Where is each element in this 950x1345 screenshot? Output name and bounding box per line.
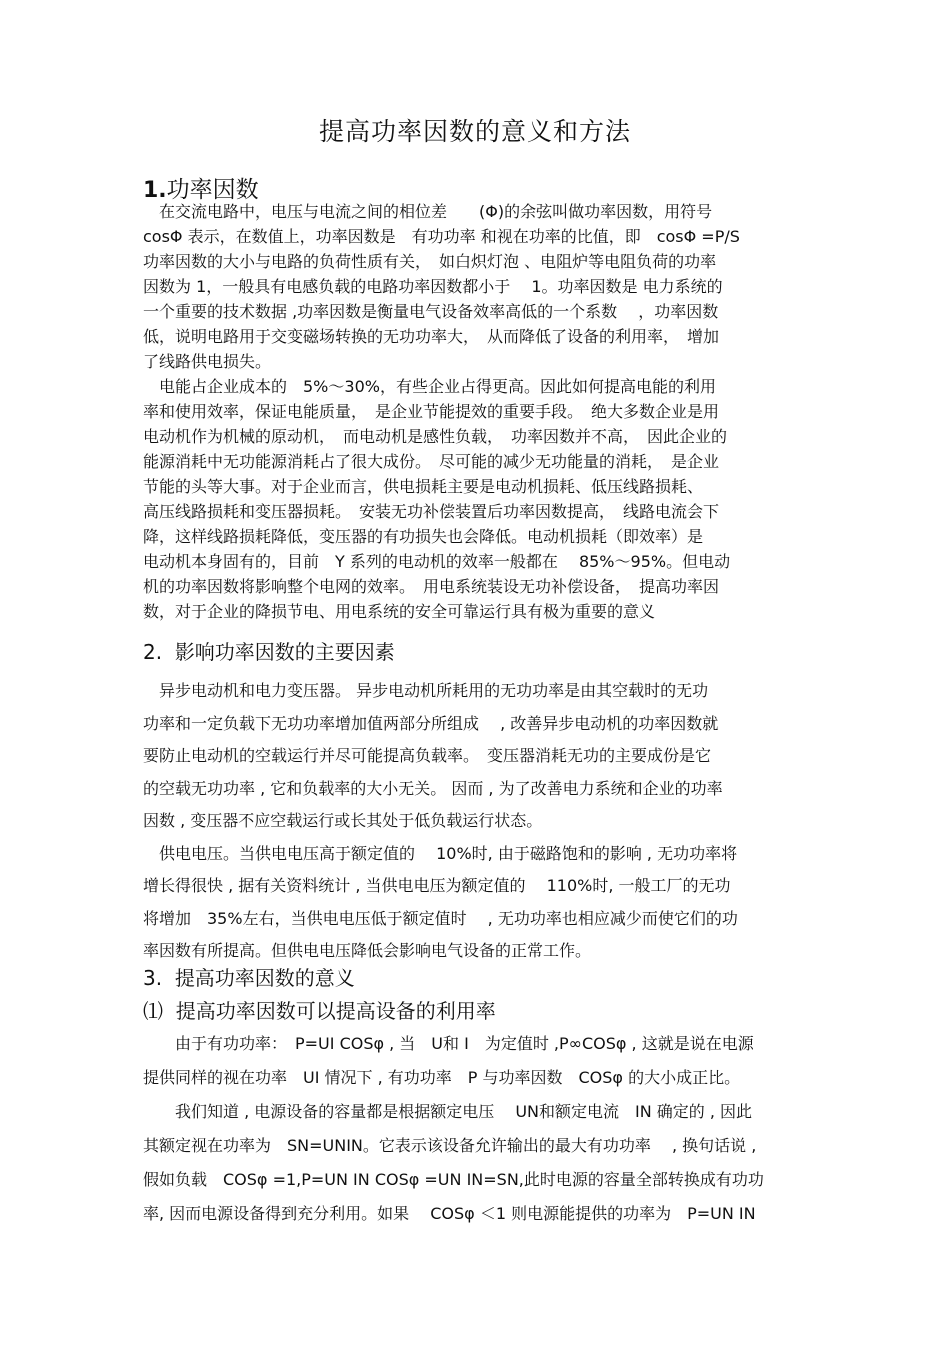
text-line: 率因数有所提高。但供电电压降低会影响电气设备的正常工作。 (143, 941, 592, 960)
text-line: 了线路供电损失。 (143, 352, 272, 371)
text-line: 机的功率因数将影响整个电网的效率。 用电系统装设无功补偿设备， 提高功率因 (143, 577, 720, 596)
text-line: 因数 , 变压器不应空载运行或长其处于低负载运行状态。 (143, 811, 543, 830)
text-line: 由于有功功率： P=UI COSφ , 当 U和 I 为定值时 ,P∞COSφ , 这就是说在电源 (143, 1034, 754, 1053)
text-line: 在交流电路中，电压与电流之间的相位差 (Φ)的余弦叫做功率因数，用符号 (143, 202, 713, 221)
text-line: 功率和一定负载下无功功率增加值两部分所组成 , 改善异步电动机的功率因数就 (143, 713, 719, 733)
text-line: 提供同样的视在功率 UI 情况下 , 有功功率 P 与功率因数 COSφ 的大小成正比。 (143, 1068, 741, 1087)
text-line: 低，说明电路用于交变磁场转换的无功功率大， 从而降低了设备的利用率， 增加 (143, 327, 720, 346)
text-line: cosΦ 表示，在数值上，功率因数是 有功功率 和视在功率的比值，即 cosΦ =P/S (143, 227, 740, 246)
subsection-1-heading (143, 995, 496, 1024)
text-line: 电动机本身固有的，目前 Y 系列的电动机的效率一般都在 85%～95%。但电动 (143, 552, 731, 571)
text-line: 将增加 35%左右，当供电电压低于额定值时 , 无功功率也相应减少而使它们的功 (143, 908, 738, 928)
text-line: 供电电压。当供电电压高于额定值的 10%时, 由于磁路饱和的影响 , 无功功率将 (143, 843, 738, 863)
text-line: 能源消耗中无功能源消耗占了很大成份。 尽可能的减少无功能量的消耗， 是企业 (143, 452, 720, 471)
text-line: 增长得很快 , 据有关资料统计 , 当供电电压为额定值的 110%时, 一般工厂的无功 (143, 876, 731, 895)
section-1-number: 1. (143, 178, 167, 203)
text-line: 其额定视在功率为 SN=UNIN。它表示该设备允许输出的最大有功功率 , 换句话说 , (143, 1136, 757, 1155)
text-line: 一个重要的技术数据 ,功率因数是衡量电气设备效率高低的一个系数 ，功率因数 (143, 302, 719, 321)
section-2-heading (143, 636, 395, 665)
text-line: 要防止电动机的空载运行并尽可能提高负载率。 变压器消耗无功的主要成份是它 (143, 746, 712, 765)
text-line: 我们知道 , 电源设备的容量都是根据额定电压 UN和额定电流 IN 确定的 , 因此 (143, 1102, 753, 1121)
subsection-1-number: ⑴ (143, 999, 163, 1023)
text-line: 电动机作为机械的原动机， 而电动机是感性负载， 功率因数并不高， 因此企业的 (143, 427, 728, 446)
section-3-heading (143, 962, 355, 991)
text-line: 率和使用效率，保证电能质量， 是企业节能提效的重要手段。 绝大多数企业是用 (143, 402, 720, 421)
section-3-number: 3. (143, 966, 163, 990)
text-line: 功率因数的大小与电路的负荷性质有关， 如白炽灯泡 、电阻炉等电阻负荷的功率 (143, 252, 717, 271)
text-line: 异步电动机和电力变压器。 异步电动机所耗用的无功功率是由其空载时的无功 (143, 681, 709, 700)
text-line: 数，对于企业的降损节电、用电系统的安全可靠运行具有极为重要的意义 (143, 602, 656, 621)
section-1-title: 功率因数 (166, 177, 259, 203)
subsection-1-title: 提高功率因数可以提高设备的利用率 (175, 999, 496, 1023)
section-3-title: 提高功率因数的意义 (174, 966, 355, 990)
document-title: 提高功率因数的意义和方法 (318, 117, 631, 146)
text-line: 节能的头等大事。对于企业而言，供电损耗主要是电动机损耗、低压线路损耗、 (143, 477, 704, 496)
text-line: 因数为 1，一般具有电感负载的电路功率因数都小于 1。功率因数是 电力系统的 (143, 277, 723, 296)
section-2-title: 影响功率因数的主要因素 (174, 640, 395, 664)
section-2-body (143, 675, 811, 968)
subsection-1-body (143, 1027, 811, 1231)
text-line: 的空载无功功率 , 它和负载率的大小无关。 因而 , 为了改善电力系统和企业的功率 (143, 778, 723, 798)
text-line: 电能占企业成本的 5%～30%，有些企业占得更高。因此如何提高电能的利用 (143, 377, 716, 396)
text-line: 率, 因而电源设备得到充分利用。如果 COSφ ＜1 则电源能提供的功率为 P=UN IN (143, 1204, 756, 1223)
section-1-body (143, 199, 811, 624)
section-2-number: 2. (143, 640, 163, 664)
text-line: 降，这样线路损耗降低，变压器的有功损失也会降低。电动机损耗（即效率）是 (143, 527, 704, 546)
text-line: 高压线路损耗和变压器损耗。 安装无功补偿装置后功率因数提高， 线路电流会下 (143, 502, 720, 521)
text-line: 假如负载 COSφ =1,P=UN IN COSφ =UN IN=SN,此时电源的容量全部转换成有功功 (143, 1170, 764, 1189)
